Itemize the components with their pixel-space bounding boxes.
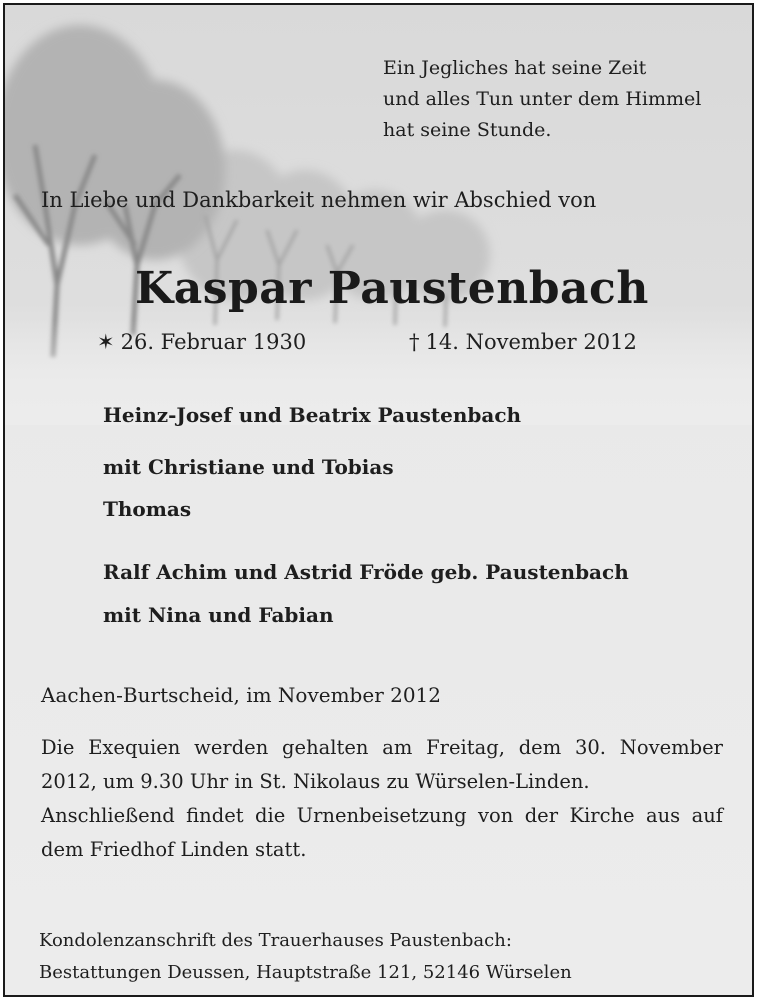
condolence-line: Bestattungen Deussen, Hauptstraße 121, 52146 Würselen xyxy=(39,962,572,983)
cross-icon: † xyxy=(409,330,420,354)
family-line: Heinz-Josef und Beatrix Paustenbach xyxy=(103,403,522,427)
death-date xyxy=(409,330,637,354)
family-line: mit Christiane und Tobias xyxy=(103,455,394,479)
burial-text: Anschließend findet die Urnenbeisetzung von der Kirche aus auf dem Friedhof Linden statt. xyxy=(41,804,723,861)
obituary-notice xyxy=(3,3,754,997)
exequies-text: Die Exequien werden gehalten am Freitag, dem 30. November 2012, um 9.30 Uhr in St. Nikolaus zu Würselen-Linden. xyxy=(41,736,723,793)
exequies-paragraph xyxy=(41,731,723,867)
deceased-name: Kaspar Paustenbach xyxy=(135,263,649,314)
birth-date-text: 26. Februar 1930 xyxy=(120,330,307,354)
place-date: Aachen-Burtscheid, im November 2012 xyxy=(41,683,442,707)
birth-date xyxy=(97,330,306,354)
family-line: mit Nina und Fabian xyxy=(103,603,334,627)
condolence-line: Kondolenzanschrift des Trauerhauses Paustenbach: xyxy=(39,930,512,951)
star-icon: ✶ xyxy=(97,330,115,354)
family-line: Ralf Achim und Astrid Fröde geb. Paustenbach xyxy=(103,560,629,584)
death-date-text: 14. November 2012 xyxy=(425,330,637,354)
family-line: Thomas xyxy=(103,497,192,521)
bible-quote xyxy=(383,53,701,146)
quote-line: Ein Jegliches hat seine Zeit xyxy=(383,57,647,79)
intro-text: In Liebe und Dankbarkeit nehmen wir Abschied von xyxy=(41,188,597,212)
quote-line: hat seine Stunde. xyxy=(383,119,552,141)
condolence-address xyxy=(39,925,572,989)
quote-line: und alles Tun unter dem Himmel xyxy=(383,88,702,110)
